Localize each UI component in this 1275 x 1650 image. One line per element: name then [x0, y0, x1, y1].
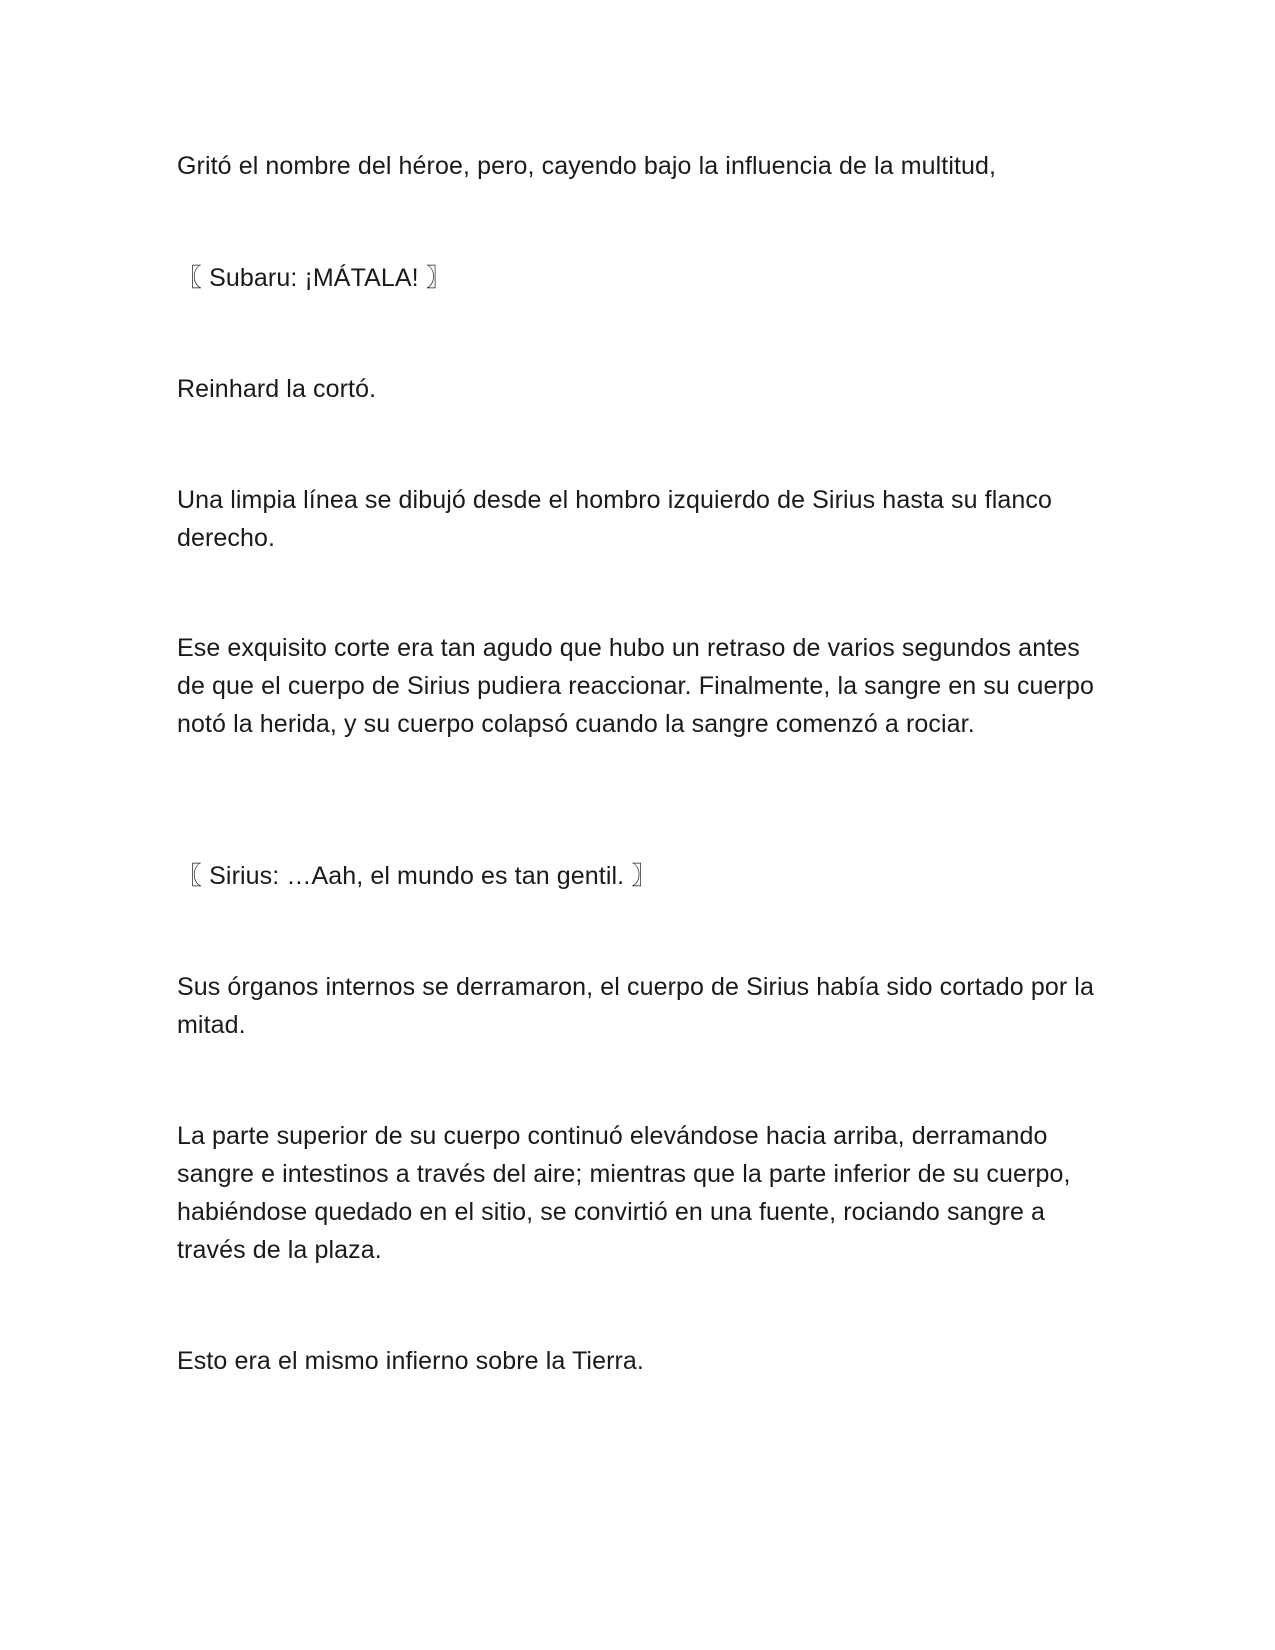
dialogue-subaru: 〖 Subaru: ¡MÁTALA! 〗: [177, 264, 451, 292]
paragraph-7: Sus órganos internos se derramaron, el cuerpo de Sirius había sido cortado por la mitad.: [177, 973, 1094, 1039]
dialogue-sirius: 〖 Sirius: …Aah, el mundo es tan gentil. 〗: [177, 862, 657, 890]
paragraph-3: Reinhard la cortó.: [177, 375, 377, 403]
paragraph-8: La parte superior de su cuerpo continuó elevándose hacia arriba, derramando sangre e intestinos a través del aire; mientras que la parte inferior de su cuerpo, habiéndose quedado en el sitio, se convirtió en una fuente, rociando sangre a través de la plaza.: [177, 1122, 1071, 1264]
paragraph-1: Gritó el nombre del héroe, pero, cayendo bajo la influencia de la multitud,: [177, 152, 997, 180]
paragraph-4: Una limpia línea se dibujó desde el hombro izquierdo de Sirius hasta su flanco derecho.: [177, 486, 1052, 552]
paragraph-5: Ese exquisito corte era tan agudo que hubo un retraso de varios segundos antes de que el cuerpo de Sirius pudiera reaccionar. Finalmente, la sangre en su cuerpo notó la herida, y su cuerpo colapsó cuando la sangre comenzó a rociar.: [177, 634, 1094, 738]
paragraph-9: Esto era el mismo infierno sobre la Tierra.: [177, 1347, 644, 1375]
